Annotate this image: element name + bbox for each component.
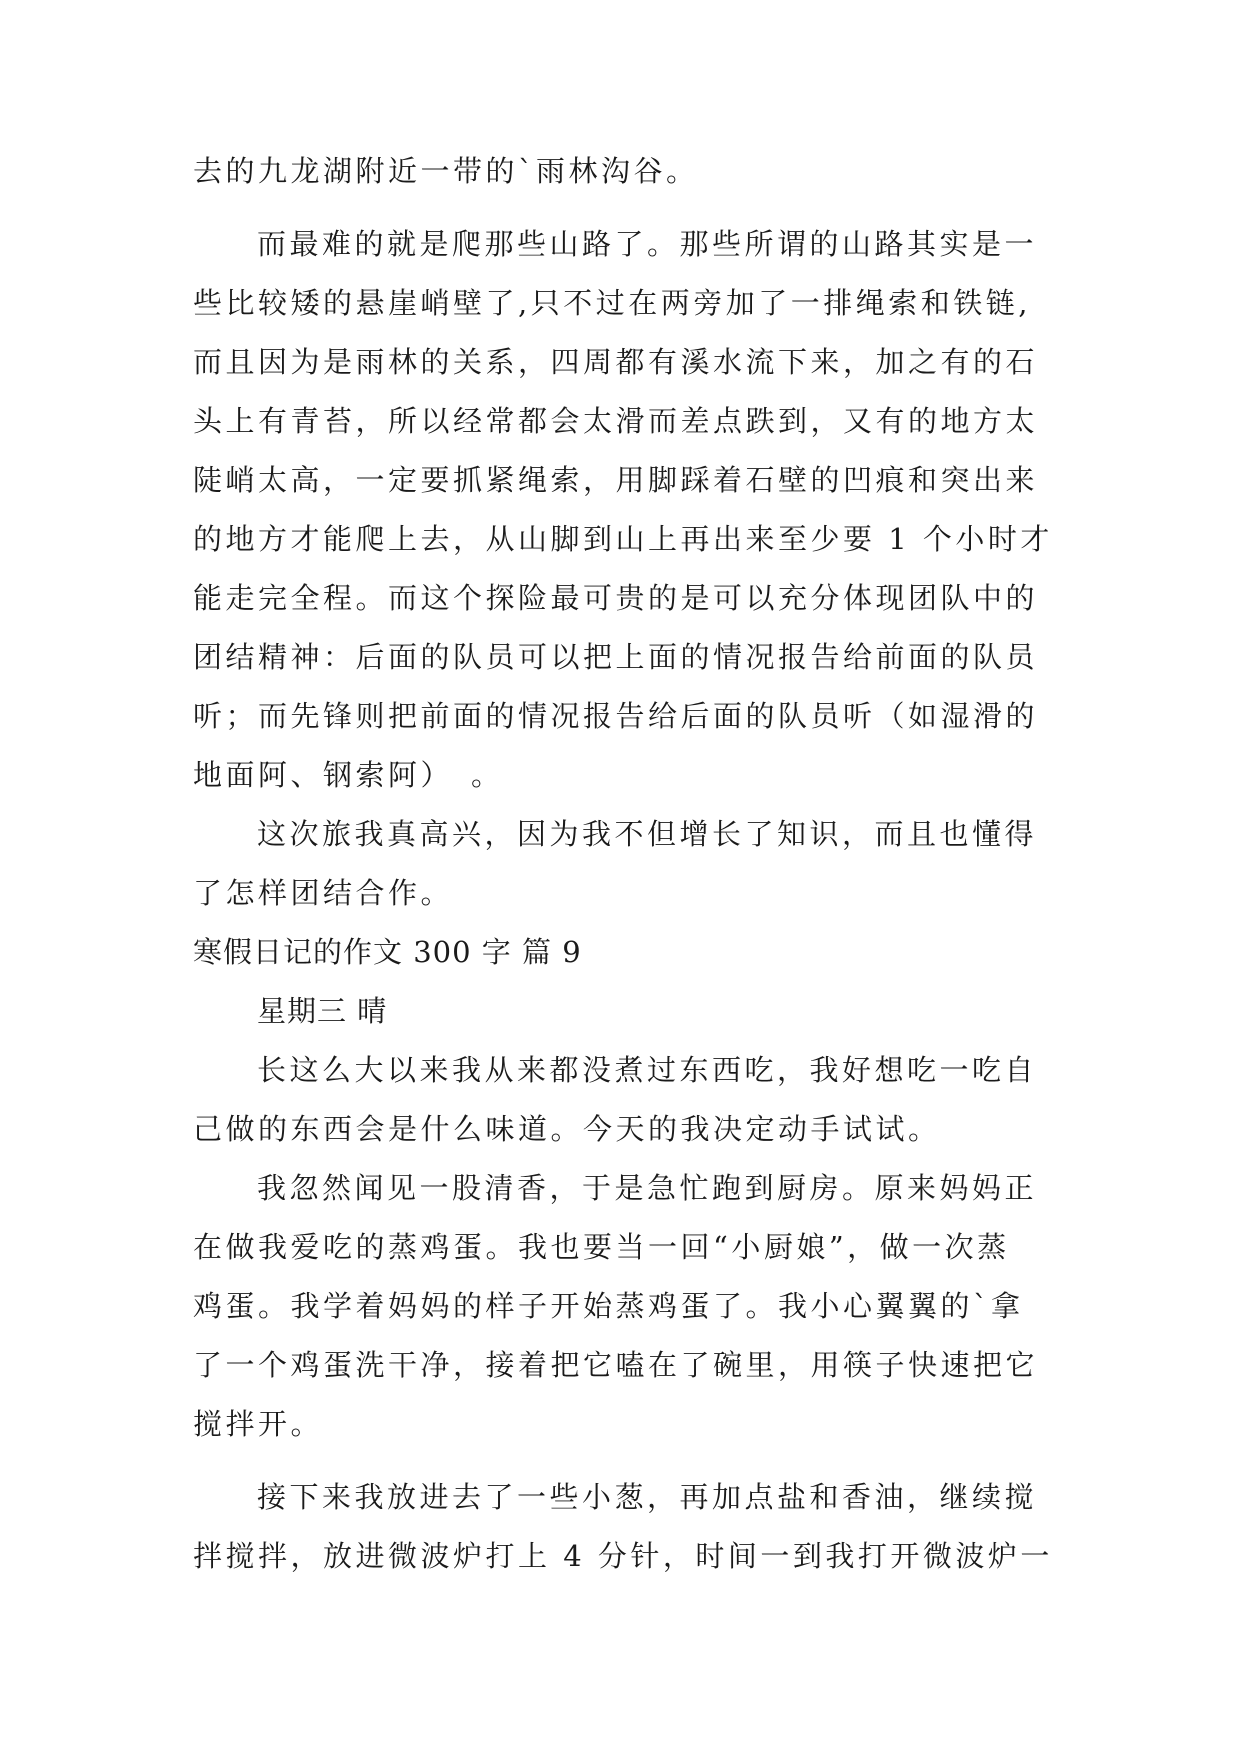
text-line: 搅拌开。: [193, 1407, 324, 1441]
paragraph-first-line: 而最难的就是爬那些山路了。那些所谓的山路其实是一: [257, 227, 1038, 261]
text-line: 了怎样团结合作。: [193, 876, 454, 910]
text-line: 的地方才能爬上去，从山脚到山上再出来至少要 1 个小时才: [193, 522, 1053, 556]
text-line: 听；而先锋则把前面的情况报告给后面的队员听（如湿滑的: [193, 699, 1039, 733]
text-line: 去的九龙湖附近一带的`雨林沟谷。: [193, 154, 699, 188]
paragraph-first-line: 长这么大以来我从来都没煮过东西吃，我好想吃一吃自: [257, 1053, 1038, 1087]
text-line: 而且因为是雨林的关系，四周都有溪水流下来，加之有的石: [193, 345, 1039, 379]
text-line: 头上有青苔，所以经常都会太滑而差点跌到，又有的地方太: [193, 404, 1039, 438]
text-line: 陡峭太高，一定要抓紧绳索，用脚踩着石壁的凹痕和突出来: [193, 463, 1039, 497]
text-line: 在做我爱吃的蒸鸡蛋。我也要当一回“小厨娘”，做一次蒸: [193, 1230, 1010, 1264]
text-line: 地面阿、钢索阿） 。: [193, 758, 504, 792]
paragraph-first-line: 接下来我放进去了一些小葱，再加点盐和香油，继续搅: [257, 1480, 1038, 1514]
text-line: 能走完全程。而这个探险最可贵的是可以充分体现团队中的: [193, 581, 1039, 615]
section-heading: 寒假日记的作文 300 字 篇 9: [193, 935, 582, 969]
text-line: 些比较矮的悬崖峭壁了,只不过在两旁加了一排绳索和铁链,: [193, 286, 1031, 320]
paragraph-first-line: 我忽然闻见一股清香，于是急忙跑到厨房。原来妈妈正: [257, 1171, 1038, 1205]
text-line: 团结精神：后面的队员可以把上面的情况报告给前面的队员: [193, 640, 1039, 674]
paragraph-first-line: 这次旅我真高兴，因为我不但增长了知识，而且也懂得: [257, 817, 1038, 851]
diary-date-weather: 星期三 晴: [257, 994, 388, 1028]
text-line: 己做的东西会是什么味道。今天的我决定动手试试。: [193, 1112, 941, 1146]
text-line: 了一个鸡蛋洗干净，接着把它嗑在了碗里，用筷子快速把它: [193, 1348, 1039, 1382]
text-line: 拌搅拌，放进微波炉打上 4 分针，时间一到我打开微波炉一: [193, 1539, 1053, 1573]
text-line: 鸡蛋。我学着妈妈的样子开始蒸鸡蛋了。我小心翼翼的`拿: [193, 1289, 1024, 1323]
